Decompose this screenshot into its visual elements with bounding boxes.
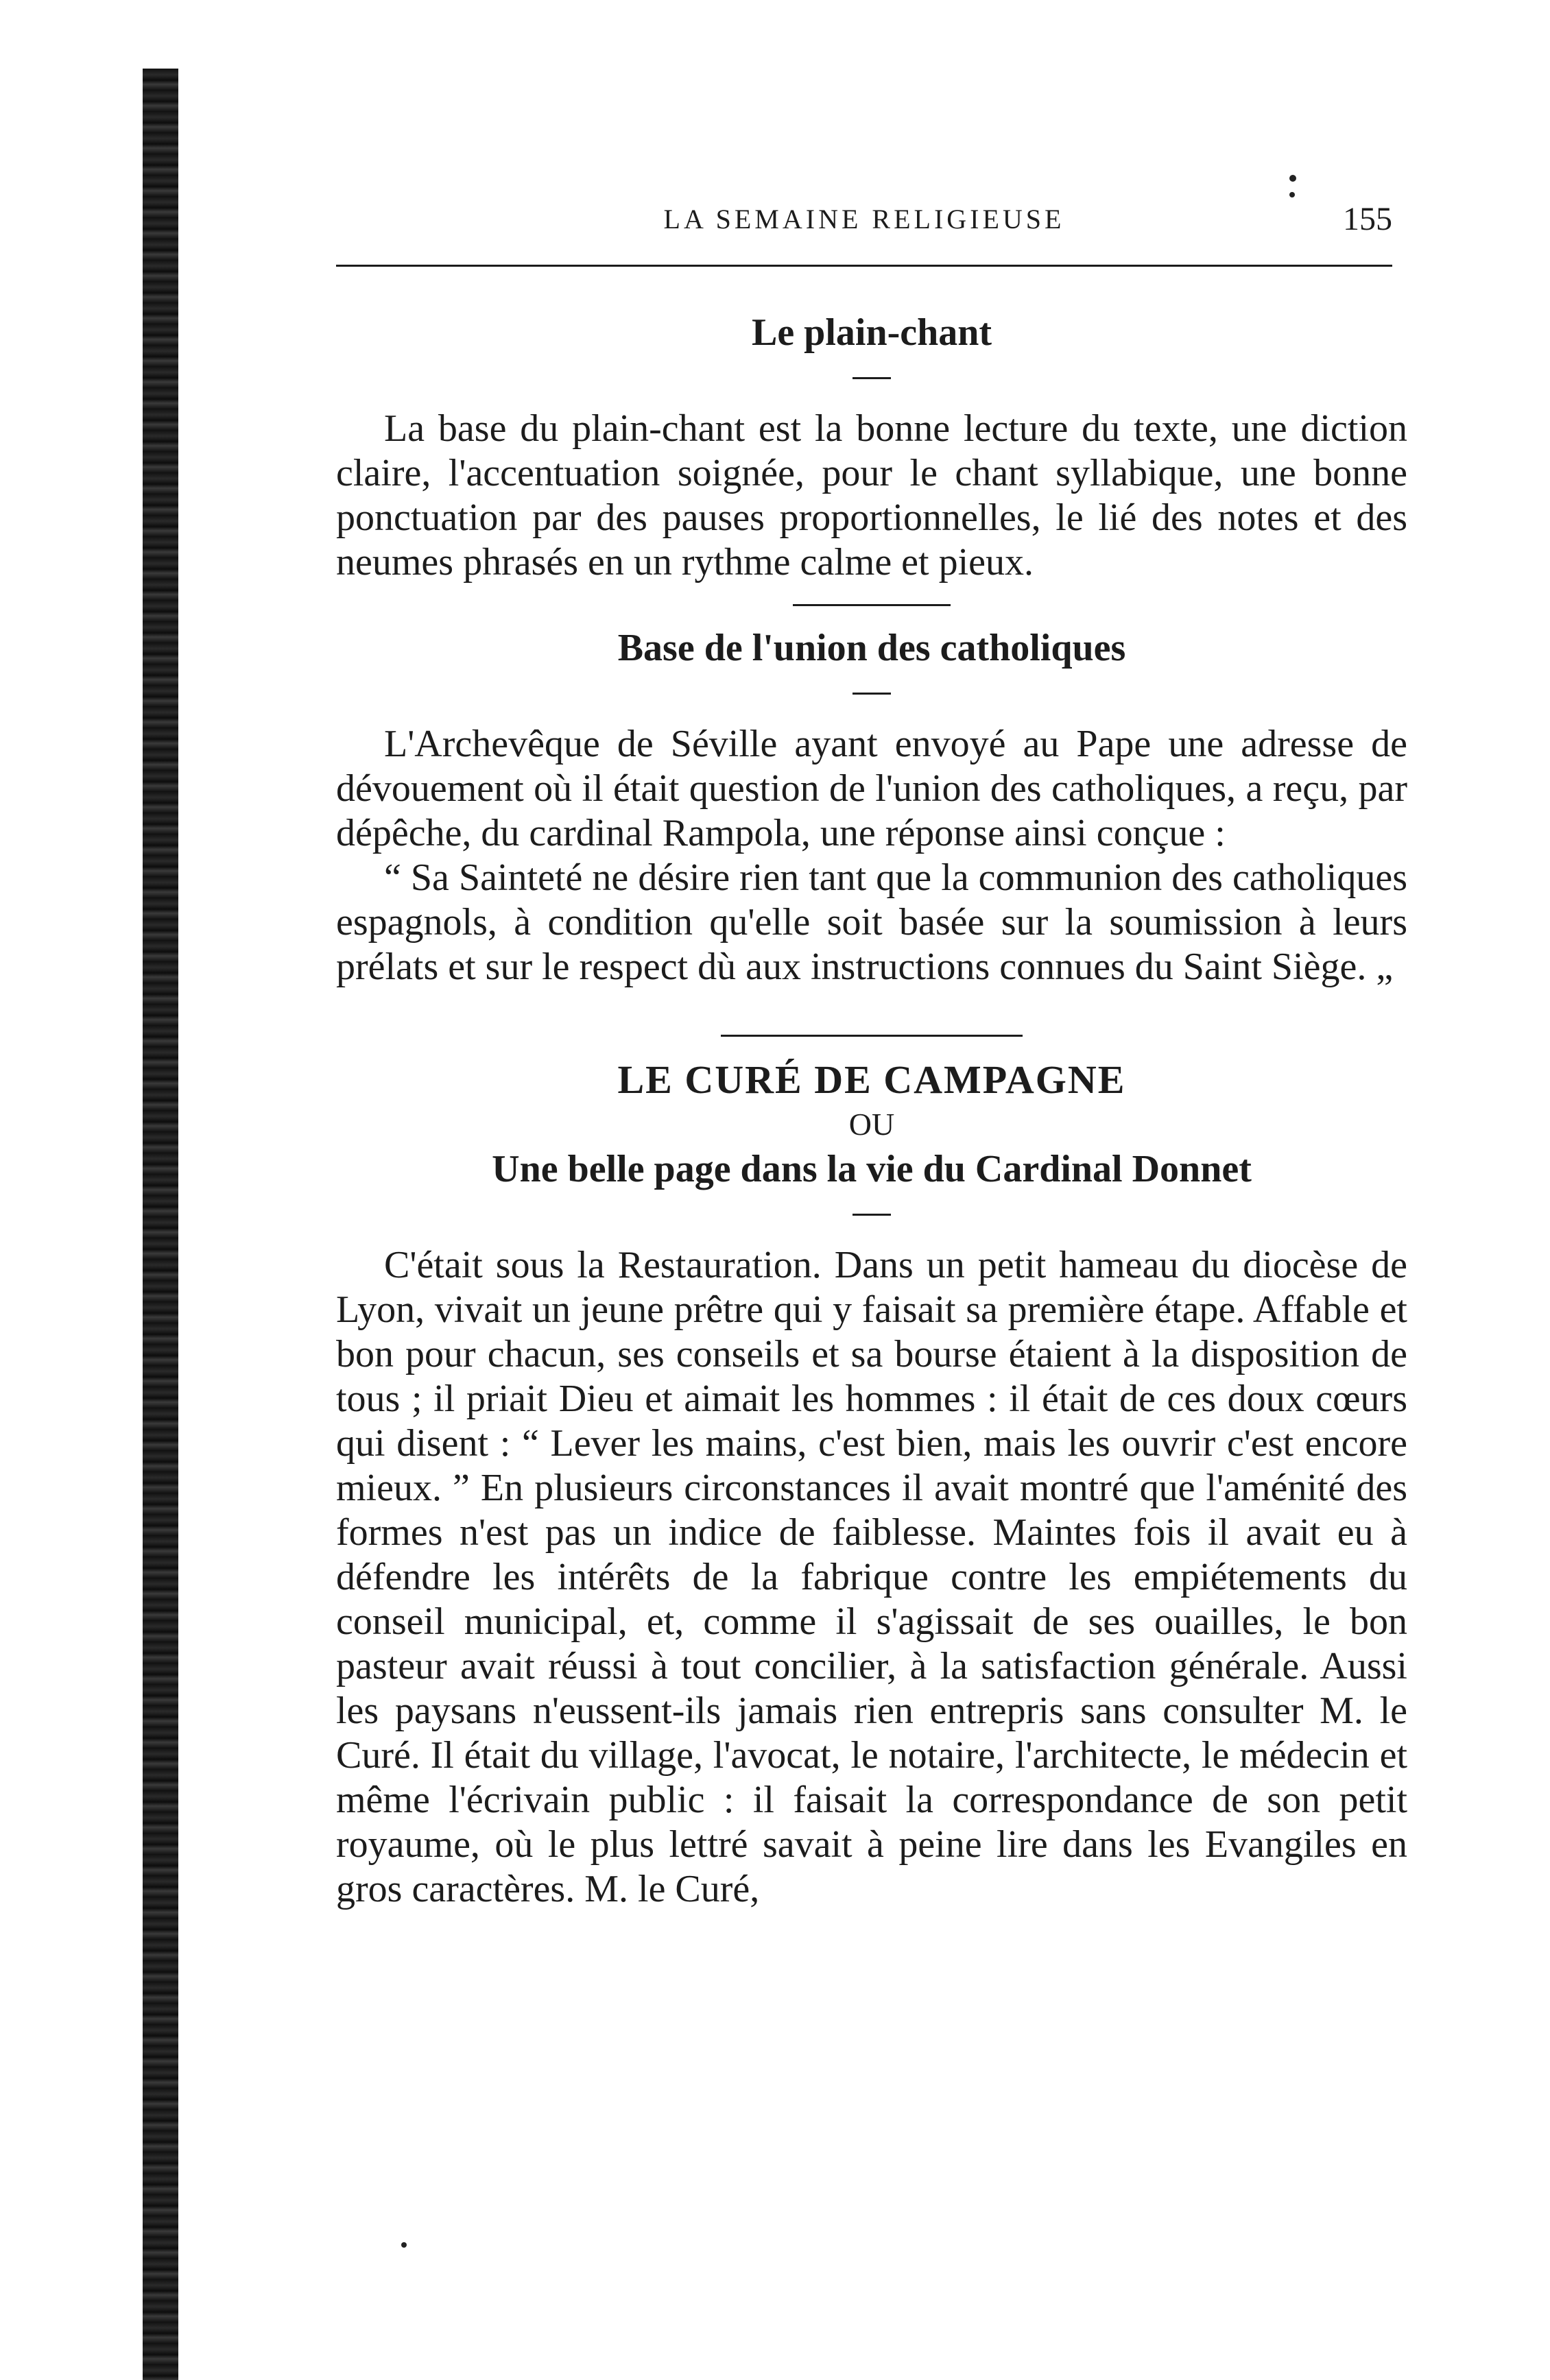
title-dash bbox=[852, 693, 891, 695]
section-title-plain-chant: Le plain-chant bbox=[751, 311, 992, 354]
ink-speck bbox=[1289, 192, 1295, 197]
ink-speck bbox=[1289, 175, 1296, 182]
paragraph: L'Archevêque de Séville ayant envoyé au Pape une adresse de dévouement où il était question de l'union des catholiques, a reçu, par dépêche, du cardinal Rampola, une réponse ainsi conçue : bbox=[336, 723, 1407, 854]
page-binding-edge bbox=[143, 69, 178, 2380]
paragraph: La base du plain-chant est la bonne lecture du texte, une diction claire, l'accentuation soignée, pour le chant syllabique, une bonne ponctuation par des pauses proportionnelles, le lié des notes et des neumes phrasés en un rythme calme et pieux. bbox=[336, 407, 1407, 584]
running-head bbox=[336, 203, 1392, 244]
section-title-union: Base de l'union des catholiques bbox=[617, 627, 1126, 669]
page-number: 155 bbox=[1343, 201, 1392, 237]
header-rule bbox=[336, 265, 1392, 267]
running-title: LA SEMAINE RELIGIEUSE bbox=[663, 204, 1065, 235]
section-subtitle: Une belle page dans la vie du Cardinal Donnet bbox=[492, 1148, 1252, 1190]
paragraph: C'était sous la Restauration. Dans un petit hameau du diocèse de Lyon, vivait un jeune prêtre qui y faisait sa première étape. Affable et bon pour chacun, ses conseils et sa bourse étaient à la disposition de tous ; il priait Dieu et aimait les hommes : il était de ces doux cœurs qui disent : “ Lever les mains, c'est bien, mais les ouvrir c'est encore mieux. ” En plusieurs circonstances il avait montré que l'aménité des formes n'est pas un indice de faiblesse. Maintes fois il avait eu à défendre les intérêts de la fabrique contre les empiétements du conseil municipal, et, comme il s'agissait de ses ouailles, le bon pasteur avait réussi à tout concilier, à la satisfaction générale. Aussi les paysans n'eussent-ils jamais rien entrepris sans consulter M. le Curé. Il était du village, l'avocat, le notaire, l'architecte, le médecin et même l'écrivain public : il faisait la correspondance de son petit royaume, où le plus lettré savait à peine lire dans les Evangiles en gros caractères. M. le Curé, bbox=[336, 1244, 1407, 1910]
ink-speck bbox=[401, 2242, 407, 2248]
title-dash bbox=[852, 377, 891, 379]
section-divider bbox=[721, 1035, 1023, 1037]
title-dash bbox=[852, 1214, 891, 1216]
section-title-cure: LE CURÉ DE CAMPAGNE bbox=[617, 1057, 1126, 1102]
title-connector: OU bbox=[848, 1107, 895, 1142]
text-column bbox=[336, 309, 1407, 1912]
quoted-paragraph: “ Sa Sainteté ne désire rien tant que la communion des catholiques espagnols, à condition qu'elle soit basée sur la soumission à leurs prélats et sur le respect dù aux instructions connues du Saint Siège. „ bbox=[336, 856, 1407, 988]
section-divider bbox=[793, 604, 951, 606]
